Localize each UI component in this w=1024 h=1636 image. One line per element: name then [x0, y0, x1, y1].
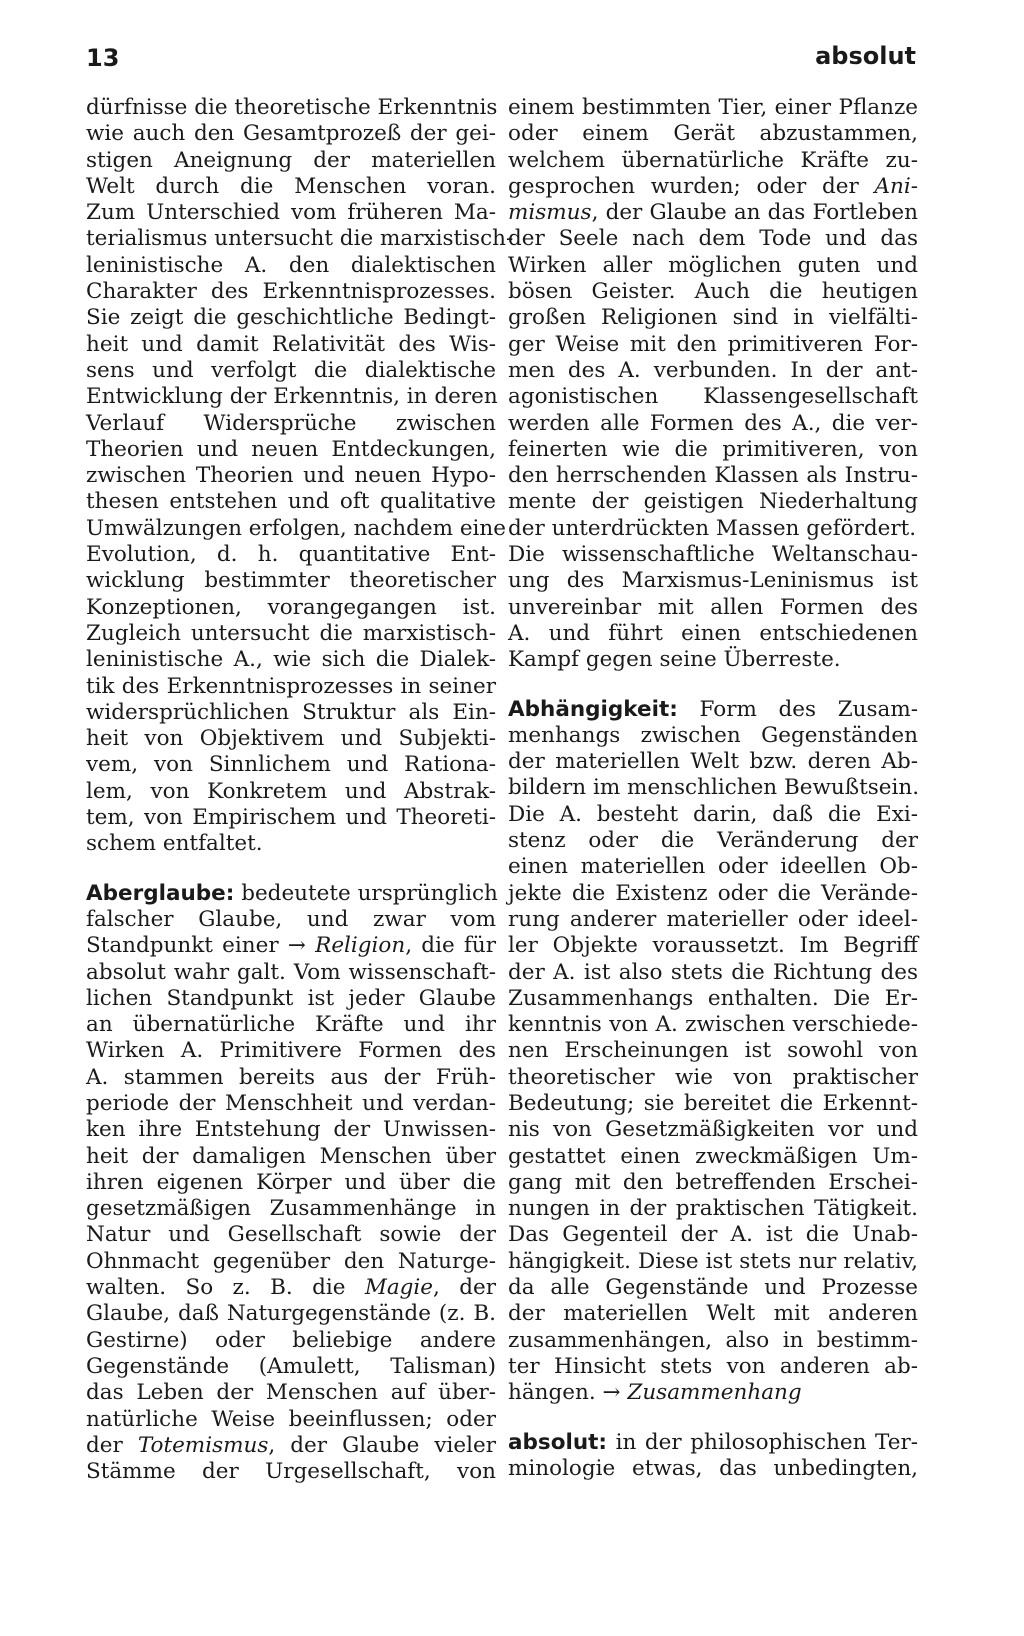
text-segment: Die A. besteht darin, daß die Exi-: [508, 801, 918, 827]
text-line: [86, 726, 496, 752]
text-line: [86, 253, 496, 279]
text-segment: Glaube, daß Naturgegenstände (z. B.: [86, 1301, 496, 1327]
text-line: [508, 828, 918, 854]
text-segment: agonistischen Klassengesellschaft: [508, 384, 918, 410]
text-segment: bedeutete ursprünglich: [234, 880, 498, 906]
text-segment: werden alle Formen des A., die ver-: [508, 410, 918, 436]
text-line: [508, 253, 918, 279]
entry-headword: absolut:: [508, 1429, 608, 1455]
text-line: [508, 1144, 918, 1170]
text-segment: rung anderer materieller oder ideel-: [508, 906, 918, 932]
cross-reference-term: Zusammenhang: [627, 1380, 802, 1406]
text-segment: ung des Marxismus-Leninismus ist: [508, 568, 918, 594]
text-line: [86, 881, 496, 907]
text-line: [86, 489, 496, 515]
right-column: [508, 95, 918, 1482]
text-segment: Zugleich untersucht die marxistisch-: [86, 620, 496, 646]
text-line: [508, 595, 918, 621]
text-segment: unvereinbar mit allen Formen des: [508, 594, 918, 620]
text-line: [508, 489, 918, 515]
text-segment: einen materiellen oder ideellen Ob-: [508, 854, 918, 880]
text-segment: menhangs zwischen Gegenständen: [508, 722, 918, 748]
text-segment: mente der geistigen Niederhaltung: [508, 489, 918, 515]
text-segment: heit von Objektivem und Subjekti-: [86, 726, 496, 752]
text-segment: bösen Geister. Auch die heutigen: [508, 279, 918, 305]
text-line: [86, 463, 496, 489]
text-line: [508, 1380, 918, 1406]
text-line: [508, 1456, 918, 1482]
text-segment: heit der damaligen Menschen über: [86, 1143, 496, 1169]
text-line: [86, 1144, 496, 1170]
text-line: [508, 1430, 918, 1456]
text-line: [86, 305, 496, 331]
text-line: [86, 1301, 496, 1327]
text-line: [86, 332, 496, 358]
text-line: [508, 1170, 918, 1196]
text-line: [86, 933, 496, 959]
text-segment: walten. So z. B. die: [86, 1275, 365, 1301]
text-segment: der A. ist also stets die Richtung des: [508, 959, 918, 985]
text-line: [508, 516, 918, 542]
text-segment: an übernatürliche Kräfte und ihr: [86, 1012, 496, 1038]
text-line: [508, 1038, 918, 1064]
text-segment: lichen Standpunkt ist jeder Glaube: [86, 985, 496, 1011]
cross-reference-term: Ani-: [874, 173, 918, 199]
text-segment: nis von Gesetzmäßigkeiten vor und: [508, 1117, 918, 1143]
text-segment: A. stammen bereits aus der Früh-: [86, 1064, 496, 1090]
text-segment: Ohnmacht gegenüber den Naturge-: [86, 1248, 496, 1274]
text-line: [508, 749, 918, 775]
text-line: [508, 1222, 918, 1248]
text-segment: , der: [433, 1275, 496, 1301]
text-segment: der materiellen Welt mit anderen: [508, 1301, 918, 1327]
text-segment: hängen. →: [508, 1380, 628, 1406]
text-segment: kenntnis von A. zwischen verschiede-: [508, 1012, 918, 1038]
text-line: [86, 700, 496, 726]
entry-headword: Abhängigkeit:: [508, 696, 678, 722]
text-line: [508, 647, 918, 673]
text-line: [86, 1222, 496, 1248]
text-line: [86, 358, 496, 384]
text-line: [86, 542, 496, 568]
text-line: [508, 148, 918, 174]
text-line: [508, 305, 918, 331]
text-segment: Wirken A. Primitivere Formen des: [86, 1038, 496, 1064]
text-segment: dürfnisse die theoretische Erkenntnis: [86, 95, 498, 120]
text-segment: Welt durch die Menschen voran.: [86, 173, 496, 199]
text-line: [508, 1091, 918, 1117]
cross-reference-term: Magie: [364, 1275, 434, 1301]
text-segment: Charakter des Erkenntnisprozesses.: [86, 279, 496, 305]
text-segment: thesen entstehen und oft qualitative: [86, 489, 496, 515]
text-segment: terialismus untersucht die marxistisch-: [86, 226, 514, 252]
text-line: [508, 542, 918, 568]
text-line: [86, 647, 496, 673]
text-segment: Umwälzungen erfolgen, nachdem eine: [86, 515, 507, 541]
text-line: [508, 697, 918, 723]
text-line: [508, 279, 918, 305]
text-line: [86, 1407, 496, 1433]
text-line: [86, 1117, 496, 1143]
text-line: [508, 854, 918, 880]
text-line: [86, 752, 496, 778]
text-segment: Wirken aller möglichen guten und: [508, 252, 918, 278]
text-segment: Zusammenhangs enthalten. Die Er-: [508, 985, 918, 1011]
text-line: [508, 621, 918, 647]
text-segment: wie auch den Gesamtprozeß der gei-: [86, 121, 496, 147]
text-line: [86, 1196, 496, 1222]
text-line: [86, 568, 496, 594]
text-segment: das Leben der Menschen auf über-: [86, 1380, 496, 1406]
text-segment: leninistische A. den dialektischen: [86, 252, 496, 278]
text-line: [508, 1275, 918, 1301]
text-line: [508, 723, 918, 749]
text-line: [86, 831, 496, 857]
text-segment: heit und damit Relativität des Wis-: [86, 331, 496, 357]
text-line: [86, 384, 496, 410]
text-line: [86, 95, 496, 121]
text-segment: der: [86, 1432, 138, 1458]
text-segment: tik des Erkenntnisprozesses in seiner: [86, 673, 496, 699]
paragraph-gap: [508, 674, 918, 697]
text-line: [508, 960, 918, 986]
text-segment: nen Erscheinungen ist sowohl von: [508, 1038, 918, 1064]
text-line: [86, 1249, 496, 1275]
text-segment: Stämme der Urgesellschaft, von: [86, 1459, 496, 1485]
text-segment: absolut wahr galt. Vom wissenschaft-: [86, 959, 496, 985]
text-line: [508, 1117, 918, 1143]
text-segment: Konzeptionen, vorangegangen ist.: [86, 594, 496, 620]
text-segment: leninistische A., wie sich die Dialek-: [86, 647, 496, 673]
text-segment: Die wissenschaftliche Weltanschau-: [508, 542, 918, 568]
text-line: [86, 1354, 496, 1380]
text-segment: Das Gegenteil der A. ist die Unab-: [508, 1222, 918, 1248]
cross-reference-term: Religion: [315, 933, 406, 959]
text-segment: wicklung bestimmter theoretischer: [86, 568, 496, 594]
text-line: [508, 933, 918, 959]
text-segment: vem, von Sinnlichem und Rationa-: [86, 752, 496, 778]
text-line: [508, 226, 918, 252]
text-segment: ken ihre Entstehung der Unwissen-: [86, 1117, 496, 1143]
text-segment: der Seele nach dem Tode und das: [508, 226, 918, 252]
page-number: 13: [86, 44, 120, 72]
text-segment: jekte die Existenz oder die Verände-: [508, 880, 918, 906]
text-line: [86, 515, 507, 542]
text-line: [86, 986, 496, 1012]
text-line: [86, 621, 496, 647]
paragraph-gap: [86, 858, 496, 881]
text-line: [508, 881, 918, 907]
text-segment: welchem übernatürliche Kräfte zu-: [508, 147, 918, 173]
text-line: [86, 779, 496, 805]
text-segment: theoretischer wie von praktischer: [508, 1064, 918, 1090]
text-segment: gesetzmäßigen Zusammenhänge in: [86, 1196, 496, 1222]
text-segment: stigen Aneignung der materiellen: [86, 147, 496, 173]
page-header: [0, 38, 1024, 78]
text-line: [86, 674, 496, 700]
text-segment: Theorien und neuen Entdeckungen,: [86, 436, 496, 462]
text-line: [508, 384, 918, 410]
text-segment: Gestirne) oder beliebige andere: [86, 1327, 496, 1353]
text-segment: der unterdrückten Massen gefördert.: [508, 515, 917, 541]
text-line: [86, 907, 496, 933]
text-segment: gang mit den betreffenden Erschei-: [508, 1169, 918, 1195]
text-line: [508, 775, 918, 801]
text-line: [86, 437, 496, 463]
text-segment: Bedeutung; sie bereitet die Erkennt-: [508, 1090, 918, 1116]
text-line: [508, 802, 918, 828]
text-segment: Kampf gegen seine Überreste.: [508, 647, 841, 673]
left-column: [86, 95, 514, 1485]
text-line: [508, 1065, 918, 1091]
text-segment: falscher Glaube, und zwar vom: [86, 906, 496, 932]
text-line: [86, 1328, 496, 1354]
text-segment: sens und verfolgt die dialektische: [86, 357, 496, 383]
entry-headword: Aberglaube:: [86, 880, 235, 906]
text-line: [86, 1038, 496, 1064]
text-segment: hängigkeit. Diese ist stets nur relativ,: [508, 1248, 918, 1274]
text-line: [508, 174, 918, 200]
text-line: [508, 121, 918, 147]
text-segment: stenz oder die Veränderung der: [508, 828, 918, 854]
text-segment: , der Glaube vieler: [268, 1432, 496, 1458]
cross-reference-term: mismus: [508, 200, 592, 226]
text-segment: den herrschenden Klassen als Instru-: [508, 463, 918, 489]
text-line: [86, 279, 496, 305]
text-line: [508, 1249, 918, 1275]
text-line: [508, 1328, 918, 1354]
text-segment: A. und führt einen entschiedenen: [508, 620, 918, 646]
text-segment: Verlauf Widersprüche zwischen: [86, 410, 496, 436]
text-segment: Gegenstände (Amulett, Talisman): [86, 1353, 496, 1379]
text-line: [508, 200, 918, 226]
text-segment: , der Glaube an das Fortleben: [591, 200, 918, 226]
text-segment: gestattet einen zweckmäßigen Um-: [508, 1143, 918, 1169]
text-line: [508, 411, 918, 437]
text-line: [86, 1380, 496, 1406]
text-segment: , die für: [405, 933, 497, 959]
text-segment: ter Hinsicht stets von anderen ab-: [508, 1353, 918, 1379]
text-segment: widersprüchlichen Struktur als Ein-: [86, 699, 496, 725]
text-segment: Entwicklung der Erkenntnis, in deren: [86, 384, 498, 410]
text-line: [86, 805, 496, 831]
text-line: [86, 1433, 496, 1459]
text-segment: feinerten wie die primitiveren, von: [508, 436, 918, 462]
text-line: [508, 358, 918, 384]
text-segment: oder einem Gerät abzustammen,: [508, 121, 918, 147]
text-line: [86, 411, 496, 437]
text-segment: bildern im menschlichen Bewußtsein.: [508, 775, 920, 801]
text-segment: in der philosophischen Ter-: [607, 1429, 918, 1455]
text-segment: natürliche Weise beeinflussen; oder: [86, 1406, 496, 1432]
text-line: [86, 226, 514, 252]
text-segment: ihren eigenen Körper und über die: [86, 1169, 496, 1195]
text-segment: Zum Unterschied vom früheren Ma-: [86, 200, 496, 226]
text-segment: ler Objekte voraussetzt. Im Begriff: [508, 933, 918, 959]
text-line: [86, 174, 496, 200]
text-segment: periode der Menschheit und verdan-: [86, 1090, 496, 1116]
text-line: [86, 121, 496, 147]
text-line: [86, 1012, 496, 1038]
text-segment: minologie etwas, das unbedingten,: [508, 1455, 918, 1481]
text-line: [508, 463, 918, 489]
text-segment: Form des Zusam-: [677, 696, 918, 722]
text-line: [508, 568, 918, 594]
text-segment: einem bestimmten Tier, einer Pflanze: [508, 95, 918, 120]
paragraph-gap: [508, 1407, 918, 1430]
text-line: [86, 1459, 496, 1485]
text-line: [86, 200, 496, 226]
text-segment: großen Religionen sind in vielfälti-: [508, 305, 918, 331]
text-segment: lem, von Konkretem und Abstrak-: [86, 778, 496, 804]
text-line: [508, 986, 918, 1012]
text-segment: Sie zeigt die geschichtliche Bedingt-: [86, 305, 496, 331]
text-segment: men des A. verbunden. In der ant-: [508, 357, 918, 383]
text-segment: zwischen Theorien und neuen Hypo-: [86, 463, 496, 489]
text-line: [508, 1301, 918, 1327]
text-segment: gesprochen wurden; oder der: [508, 173, 875, 199]
text-segment: Natur und Gesellschaft sowie der: [86, 1222, 496, 1248]
cross-reference-term: Totemismus: [137, 1432, 269, 1458]
text-line: [508, 95, 918, 121]
text-segment: tem, von Empirischem und Theoreti-: [86, 805, 496, 831]
text-line: [86, 1275, 496, 1301]
text-segment: nungen in der praktischen Tätigkeit.: [508, 1196, 918, 1222]
text-segment: Standpunkt einer →: [86, 933, 316, 959]
text-segment: ger Weise mit den primitiveren For-: [508, 331, 918, 357]
text-line: [86, 148, 496, 174]
text-line: [508, 332, 918, 358]
text-line: [86, 1170, 496, 1196]
text-segment: Evolution, d. h. quantitative Ent-: [86, 542, 496, 568]
text-line: [508, 437, 918, 463]
text-line: [508, 1354, 918, 1380]
text-line: [86, 1091, 496, 1117]
text-line: [86, 595, 496, 621]
text-segment: schem entfaltet.: [86, 831, 263, 857]
text-line: [508, 1196, 918, 1222]
text-line: [508, 1012, 918, 1038]
text-segment: da alle Gegenstände und Prozesse: [508, 1275, 918, 1301]
running-head: absolut: [815, 42, 916, 70]
text-segment: zusammenhängen, also in bestimm-: [508, 1327, 918, 1353]
text-line: [86, 1065, 496, 1091]
text-line: [508, 907, 918, 933]
text-segment: der materiellen Welt bzw. deren Ab-: [508, 749, 918, 775]
text-line: [86, 960, 496, 986]
